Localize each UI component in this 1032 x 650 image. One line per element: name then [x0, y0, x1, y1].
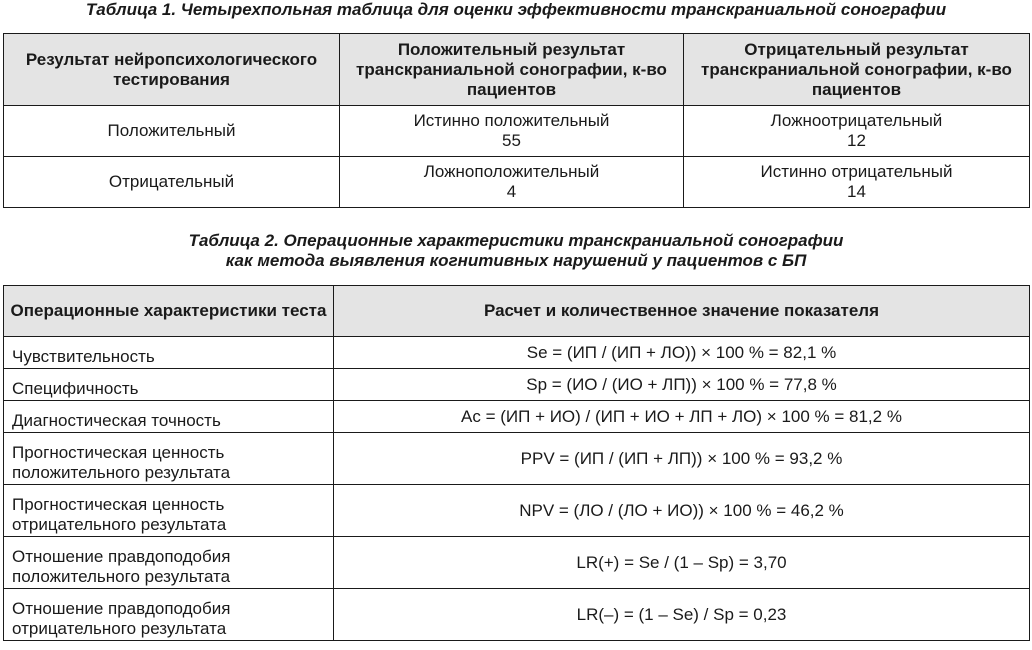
fourfold-table: [3, 33, 1030, 208]
characteristic-formula: Ac = (ИП + ИО) / (ИП + ИО + ЛП + ЛО) × 100 % = 81,2 %: [334, 401, 1030, 433]
table-row: [4, 401, 1030, 433]
characteristic-formula: NPV = (ЛО / (ЛО + ИО)) × 100 % = 46,2 %: [334, 485, 1030, 537]
cell-text: Истинно положительный: [413, 111, 610, 130]
table-row: [4, 369, 1030, 401]
characteristic-name: Прогностическая ценность отрицательного результата: [4, 485, 334, 537]
table2-caption: [0, 231, 1032, 271]
cell-value: 12: [847, 131, 866, 150]
table-cell: [340, 106, 684, 157]
characteristic-name: Отношение правдоподобия отрицательного результата: [4, 589, 334, 641]
table-cell: [340, 157, 684, 208]
table-row: [4, 337, 1030, 369]
table1-header-test-result: Результат нейропсихологического тестирования: [4, 34, 340, 106]
table2-caption-line1: Таблица 2. Операционные характеристики транскраниальной сонографии: [188, 231, 844, 250]
table-cell: [684, 106, 1030, 157]
characteristic-formula: LR(–) = (1 – Se) / Sp = 0,23: [334, 589, 1030, 641]
table1-header-positive-sonography: Положительный результат транскраниальной сонографии, к-во пациентов: [340, 34, 684, 106]
table2-header-characteristic: Операционные характеристики теста: [4, 286, 334, 337]
characteristic-name: Прогностическая ценность положительного результата: [4, 433, 334, 485]
table-row: [4, 485, 1030, 537]
table-row: [4, 157, 1030, 208]
characteristic-formula: Se = (ИП / (ИП + ЛО)) × 100 % = 82,1 %: [334, 337, 1030, 369]
characteristic-formula: PPV = (ИП / (ИП + ЛП)) × 100 % = 93,2 %: [334, 433, 1030, 485]
table2-header-row: [4, 286, 1030, 337]
table1-caption: Таблица 1. Четырехпольная таблица для оценки эффективности транскраниальной сонографии: [85, 0, 947, 19]
characteristic-name: Диагностическая точность: [4, 401, 334, 433]
table1-header-negative-sonography: Отрицательный результат транскраниальной сонографии, к-во пациентов: [684, 34, 1030, 106]
cell-value: 55: [502, 131, 521, 150]
cell-value: 14: [847, 182, 866, 201]
row-label: Положительный: [4, 106, 340, 157]
row-label: Отрицательный: [4, 157, 340, 208]
characteristic-formula: Sp = (ИО / (ИО + ЛП)) × 100 % = 77,8 %: [334, 369, 1030, 401]
table2-header-calculation: Расчет и количественное значение показателя: [334, 286, 1030, 337]
characteristic-name: Отношение правдоподобия положительного результата: [4, 537, 334, 589]
table2-caption-line2: как метода выявления когнитивных нарушений у пациентов с БП: [225, 251, 807, 270]
characteristic-name: Специфичность: [4, 369, 334, 401]
cell-text: Истинно отрицательный: [760, 162, 953, 181]
table1-header-row: [4, 34, 1030, 106]
cell-text: Ложноотрицательный: [770, 111, 943, 130]
cell-value: 4: [506, 182, 517, 201]
cell-text: Ложноположительный: [423, 162, 600, 181]
characteristic-name: Чувствительность: [4, 337, 334, 369]
table-row: [4, 537, 1030, 589]
table-row: [4, 106, 1030, 157]
table-row: [4, 433, 1030, 485]
table-cell: [684, 157, 1030, 208]
operating-characteristics-table: [3, 285, 1030, 641]
characteristic-formula: LR(+) = Se / (1 – Sp) = 3,70: [334, 537, 1030, 589]
table-row: [4, 589, 1030, 641]
